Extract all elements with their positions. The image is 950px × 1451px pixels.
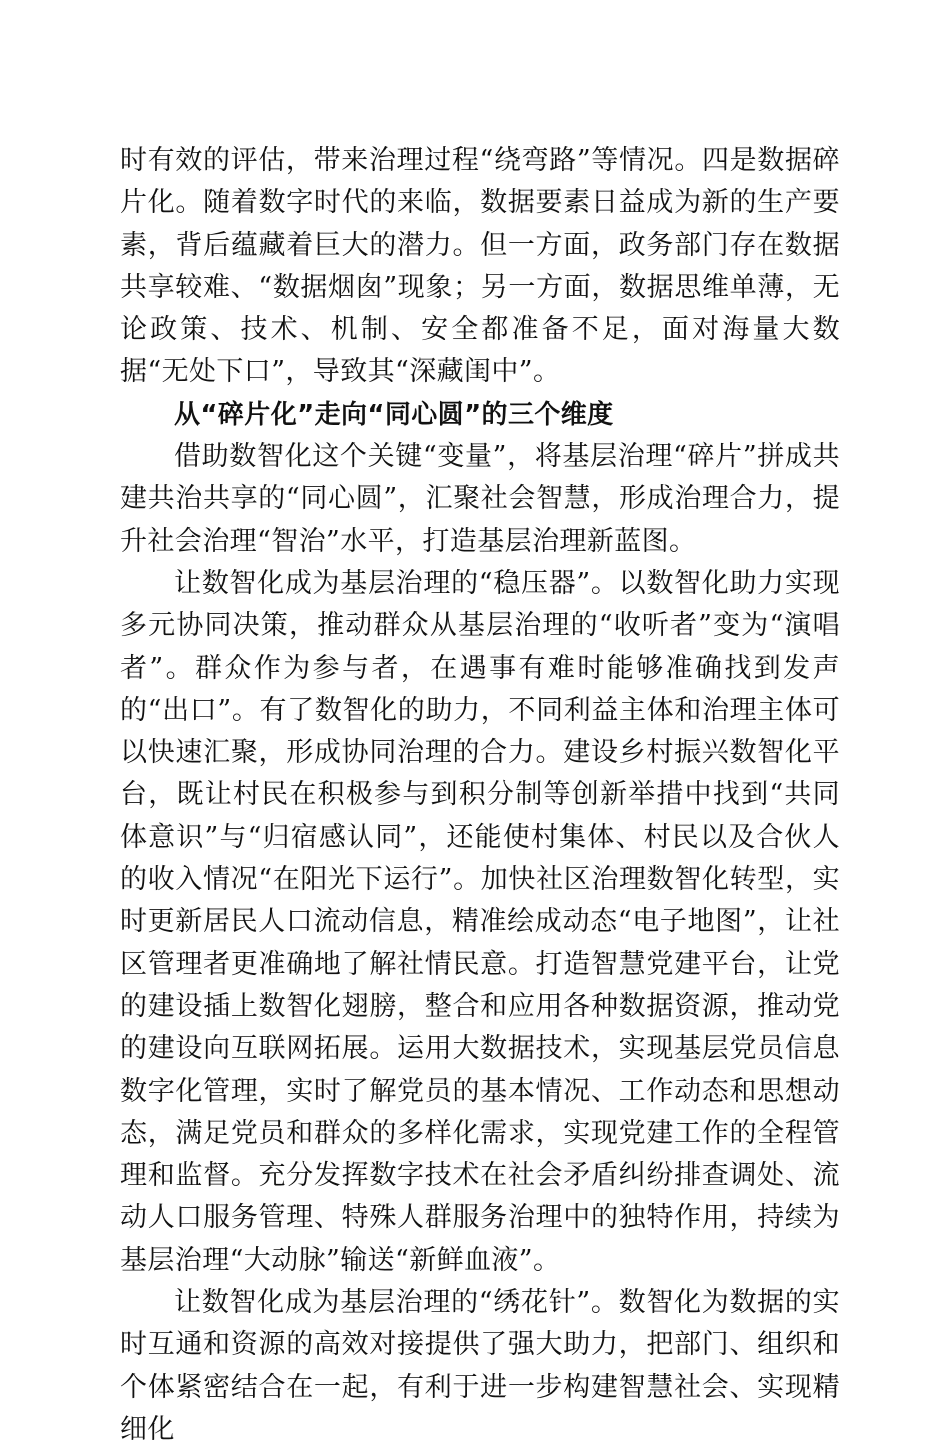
paragraph-intro: 借助数智化这个关键“变量”，将基层治理“碎片”拼成共建共治共享的“同心圆”，汇聚社会智慧，形成治理合力，提升社会治理“智治”水平，打造基层治理新蓝图。 [120, 441, 840, 557]
paragraph-embroidery-needle: 让数智化成为基层治理的“绣花针”。数智化为数据的实时互通和资源的高效对接提供了强大助力，把部门、组织和个体紧密结合在一起，有利于进一步构建智慧社会、实现精细化 [120, 1287, 840, 1445]
section-heading: 从“碎片化”走向“同心圆”的三个维度 [174, 399, 614, 430]
paragraph-data-fragmentation: 时有效的评估，带来治理过程“绕弯路”等情况。四是数据碎片化。随着数字时代的来临，数据要素日益成为新的生产要素，背后蕴藏着巨大的潜力。但一方面，政务部门存在数据共享较难、“数据烟囱”现象；另一方面，数据思维单薄，无论政策、技术、机制、安全都准备不足，面对海量大数据“无处下口”，导致其“深藏闺中”。 [120, 145, 840, 388]
document-page [120, 140, 840, 1451]
paragraph-stabilizer: 让数智化成为基层治理的“稳压器”。以数智化助力实现多元协同决策，推动群众从基层治理的“收听者”变为“演唱者”。群众作为参与者，在遇事有难时能够准确找到发声的“出口”。有了数智化的助力，不同利益主体和治理主体可以快速汇聚，形成协同治理的合力。建设乡村振兴数智化平台，既让村民在积极参与到积分制等创新举措中找到“共同体意识”与“归宿感认同”，还能使村集体、村民以及合伙人的收入情况“在阳光下运行”。加快社区治理数智化转型，实时更新居民人口流动信息，精准绘成动态“电子地图”，让社区管理者更准确地了解社情民意。打造智慧党建平台，让党的建设插上数智化翅膀，整合和应用各种数据资源，推动党的建设向互联网拓展。运用大数据技术，实现基层党员信息数字化管理，实时了解党员的基本情况、工作动态和思想动态，满足党员和群众的多样化需求，实现党建工作的全程管理和监督。充分发挥数字技术在社会矛盾纠纷排查调处、流动人口服务管理、特殊人群服务治理中的独特作用，持续为基层治理“大动脉”输送“新鲜血液”。 [120, 567, 840, 1276]
